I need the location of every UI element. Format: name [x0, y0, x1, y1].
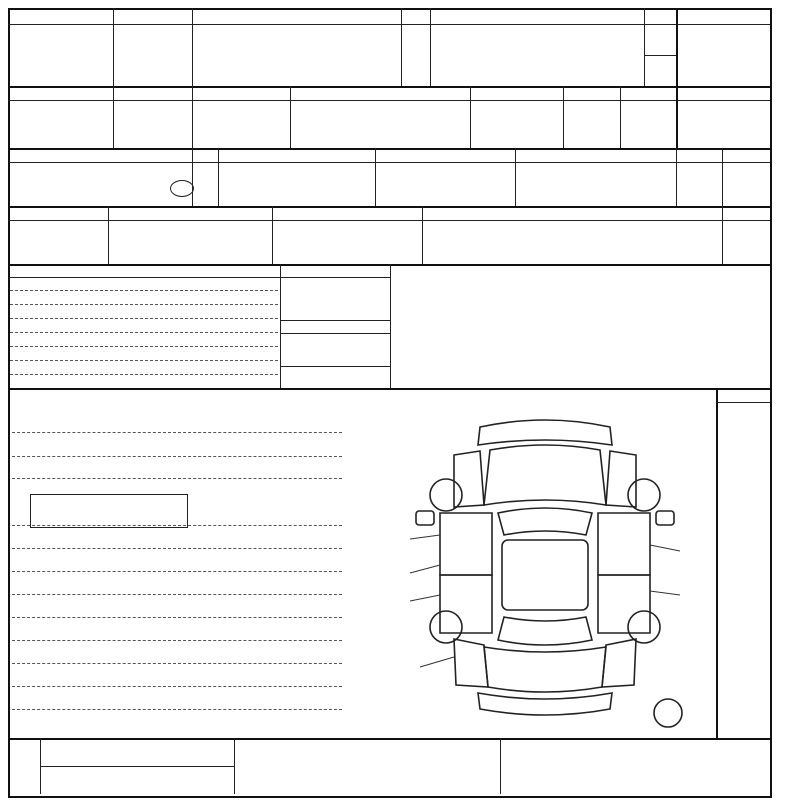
hood — [484, 445, 606, 505]
wheel-left-front — [430, 479, 462, 511]
smart-key-box — [30, 494, 188, 528]
right-rear-fender — [602, 639, 636, 687]
wheel-left-rear — [430, 611, 462, 643]
front-bumper — [478, 420, 612, 445]
rear-bumper — [478, 693, 612, 715]
equipment-row — [426, 228, 766, 260]
right-mirror — [656, 511, 674, 525]
rear-windshield — [498, 617, 592, 645]
spare-wheel — [654, 699, 682, 727]
right-front-fender — [606, 451, 636, 507]
roof — [502, 540, 588, 610]
left-mirror — [416, 511, 434, 525]
km-circle — [170, 180, 194, 197]
wheel-right-front — [628, 479, 660, 511]
right-front-door — [598, 513, 650, 575]
rear-hatch — [484, 647, 606, 692]
bottom-items-grid — [40, 740, 234, 792]
left-rear-door — [440, 575, 492, 633]
front-windshield — [498, 508, 592, 535]
left-rear-fender — [454, 639, 488, 687]
car-diagram — [380, 395, 710, 740]
wheel-right-rear — [628, 611, 660, 643]
right-rear-door — [598, 575, 650, 633]
left-front-door — [440, 513, 492, 575]
left-front-fender — [454, 451, 484, 507]
